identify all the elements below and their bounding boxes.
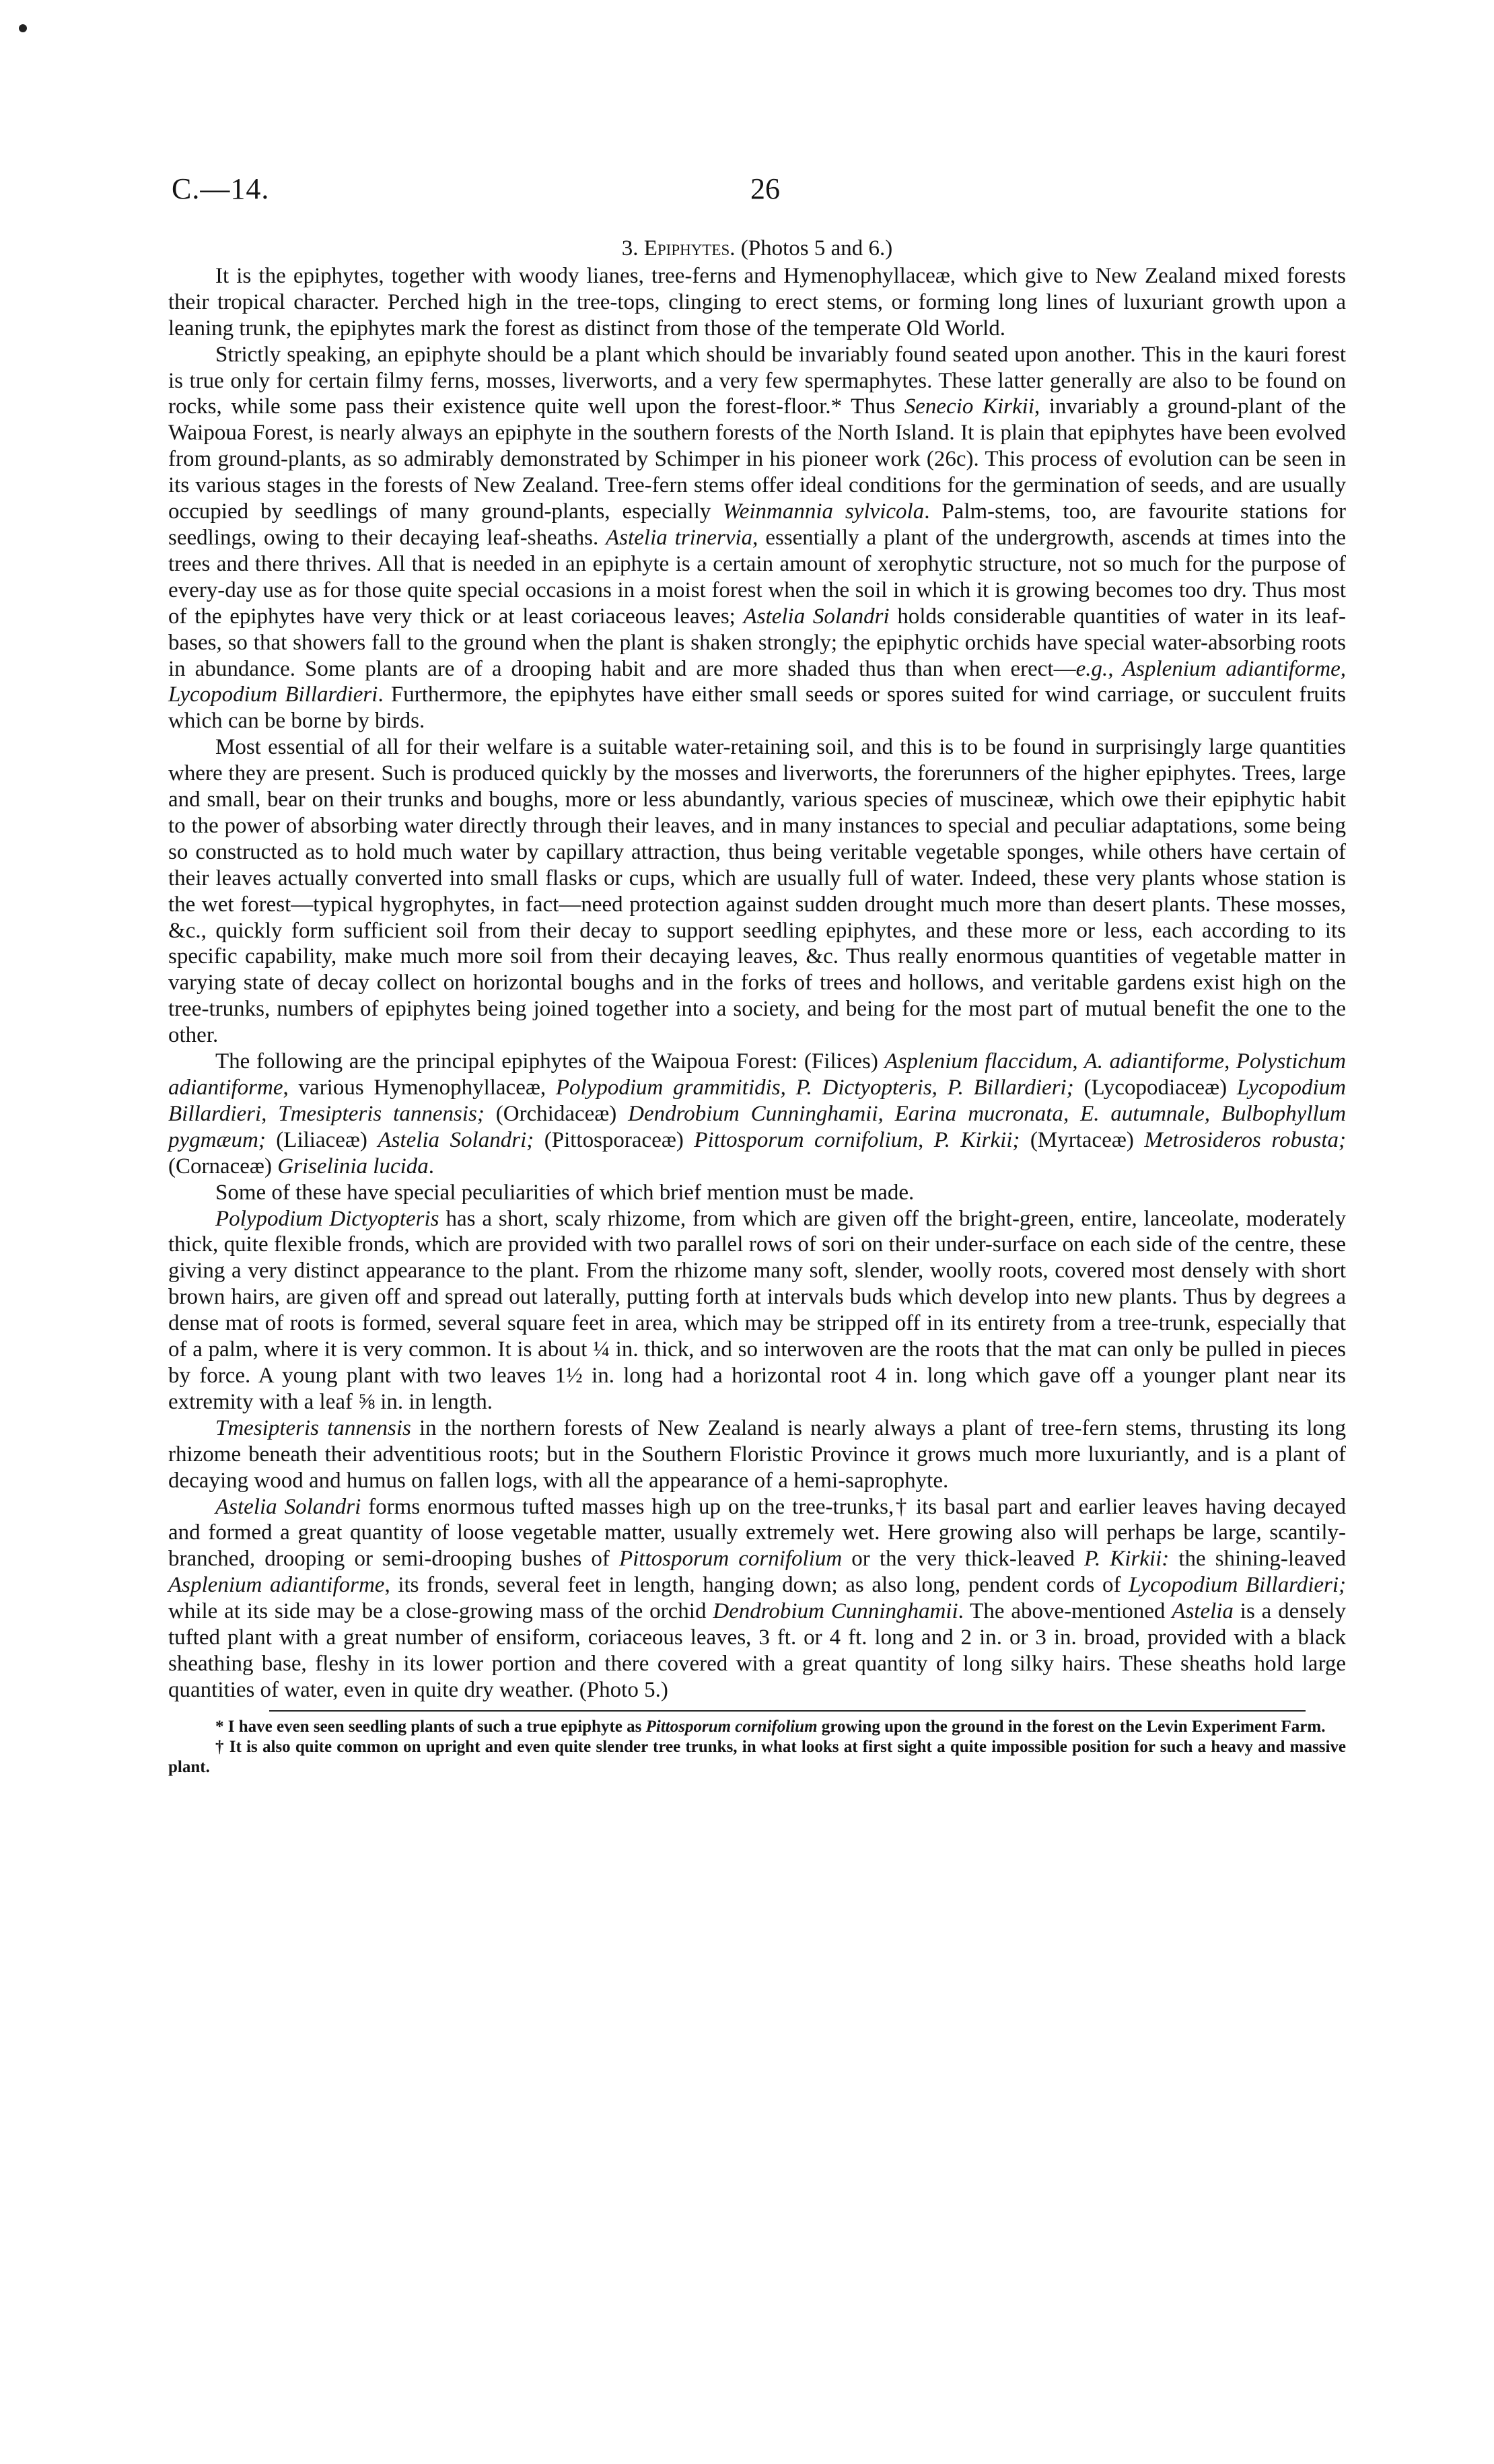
italic-text: Dendrobium Cunninghamii, Earina mucronata, E. autumnale, Bulbophyllum pygmæum; [168, 1101, 1346, 1152]
section-photos: (Photos 5 and 6.) [740, 236, 893, 260]
footnote: † It is also quite common on upright and even quite slender tree trunks, in what looks at first sight a quite impossible position for such a heavy and massive plant. [168, 1737, 1346, 1776]
italic-text: Metrosideros robusta; [1144, 1127, 1346, 1152]
italic-text: Astelia Solandri [743, 604, 890, 629]
italic-text: Weinmannia sylvicola [723, 499, 925, 524]
paragraph: Tmesipteris tannensis in the northern forests of New Zealand is nearly always a plant of tree-fern stems, thrusting its long rhizome beneath their adventitious roots; but in the Southern Floristic Province it grows much more luxuriantly, and is a plant of decaying wood and humus on fallen logs, with all the appearance of a hemi-saprophyte. [168, 1415, 1346, 1493]
italic-text: Dendrobium Cunninghamii [713, 1599, 958, 1624]
paragraph: The following are the principal epiphytes of the Waipoua Forest: (Filices) Asplenium flaccidum, A. adiantiforme, Polystichum adiantiforme, various Hymenophyllaceæ, Polypodium grammitidis, P. Dictyopteris, P. Billardieri; (Lycopodiaceæ) Lycopodium Billardieri, Tmesipteris tannensis; (Orchidaceæ) Dendrobium Cunninghamii, Earina mucronata, E. autumnale, Bulbophyllum pygmæum; (Liliaceæ) Astelia Solandri; (Pittosporaceæ) Pittosporum cornifolium, P. Kirkii; (Myrtaceæ) Metrosideros robusta; (Cornaceæ) Griselinia lucida. [168, 1049, 1347, 1178]
italic-text: P. Kirkii: [1084, 1547, 1170, 1572]
italic-text: Lycopodium Billardieri, Tmesipteris tannensis; [168, 1076, 1346, 1126]
italic-text: Astelia Solandri; [378, 1127, 534, 1152]
italic-text: Griselinia lucida [277, 1154, 429, 1178]
italic-text: Pittosporum cornifolium [645, 1717, 818, 1736]
italic-text: Lycopodium Billardieri; [1129, 1573, 1347, 1598]
italic-text: Tmesipteris tannensis [215, 1415, 411, 1440]
italic-text: Senecio Kirkii [904, 394, 1035, 419]
italic-text: Astelia Solandri [215, 1494, 361, 1519]
section-title: Epiphytes. [643, 236, 736, 260]
footnote-divider [269, 1710, 1306, 1712]
italic-text: Polypodium Dictyopteris [215, 1206, 439, 1231]
paragraph: Some of these have special peculiarities of which brief mention must be made. [215, 1180, 915, 1205]
footnote: * I have even seen seedling plants of such a true epiphyte as Pittosporum cornifolium growing upon the ground in the forest on the Levin Experiment Farm. [215, 1717, 1326, 1736]
italic-text: Asplenium flaccidum, A. adiantiforme, Polystichum adiantiforme [168, 1049, 1347, 1100]
paragraph: It is the epiphytes, together with woody lianes, tree-ferns and Hymenophyllaceæ, which give to New Zealand mixed forests their tropical character. Perched high in the tree-tops, clinging to erect stems, or forming long lines of luxuriant growth upon a leaning trunk, the epiphytes mark the forest as distinct from those of the temperate Old World. [168, 263, 1346, 341]
italic-text: Astelia [1172, 1599, 1234, 1624]
italic-text: Astelia trinervia [606, 525, 753, 550]
italic-text: Pittosporum cornifolium [618, 1547, 843, 1572]
page-number: 26 [750, 172, 780, 205]
paragraph: Strictly speaking, an epiphyte should be a plant which should be invariably found seated upon another. This in the kauri forest is true only for certain filmy ferns, mosses, liverworts, and a very few spermaphytes. These latter generally are also to be found on rocks, while some pass their existence quite well upon the forest-floor.* Thus Senecio Kirkii, invariably a ground-plant of the Waipoua Forest, is nearly always an epiphyte in the southern forests of the North Island. It is plain that epiphytes have been evolved from ground-plants, as so admirably demonstrated by Schimper in his pioneer work (26c). This process of evolution can be seen in its various stages in the forests of New Zealand. Tree-fern stems offer ideal conditions for the germination of seeds, and are usually occupied by seedlings of many ground-plants, especially Weinmannia sylvicola. Palm-stems, too, are favourite stations for seedlings, owing to their decaying leaf-sheaths. Astelia trinervia, essentially a plant of the undergrowth, ascends at times into the trees and there thrives. All that is needed in an epiphyte is a certain amount of xerophytic structure, not so much for the purpose of every-day use as for those quite special occasions in a moist forest when the soil in which it is growing becomes too dry. Thus most of the epiphytes have very thick or at least coriaceous leaves; Astelia Solandri holds considerable quantities of water in its leaf-bases, so that showers fall to the ground when the plant is shaken strongly; the epiphytic orchids have special water-absorbing roots in abundance. Some plants are of a drooping habit and are more shaded thus than when erect—e.g., Asplenium adiantiforme, Lycopodium Billardieri. Furthermore, the epiphytes have either small seeds or spores suited for wind carriage, or succulent fruits which can be borne by birds. [168, 342, 1347, 734]
italic-text: Asplenium adiantiforme [168, 1573, 385, 1598]
speck-mark [19, 24, 27, 32]
document-id: C.—14. [172, 172, 270, 205]
section-heading [168, 236, 1346, 262]
paragraph: Most essential of all for their welfare is a suitable water-retaining soil, and this is to be found in surprisingly large quantities where they are present. Such is produced quickly by the mosses and liverworts, the forerunners of the higher epiphytes. Trees, large and small, bear on their trunks and boughs, more or less abundantly, various species of muscineæ, which owe their epiphytic habit to the power of absorbing water directly through their leaves, and in many instances to special and peculiar adaptations, some being so constructed as to hold much water by capillary attraction, thus being veritable vegetable sponges, while others have certain of their leaves actually converted into small flasks or cups, which are usually full of water. Indeed, these very plants whose station is the wet forest—typical hygrophytes, in fact—need protection against sudden drought much more than desert plants. These mosses, &c., quickly form sufficient soil from their decay to support seedling epiphytes, and these more or less, each according to its specific capability, make much more soil from their decaying leaves, &c. Thus really enormous quantities of vegetable matter in varying state of decay collect on horizontal boughs and in the forks of trees and hollows, and veritable gardens exist high on the tree-trunks, numbers of epiphytes being joined together into a society, and being for the most part of mutual benefit the one to the other. [168, 735, 1346, 1048]
italic-text: Pittosporum cornifolium, P. Kirkii; [694, 1127, 1020, 1152]
running-head [172, 172, 1346, 212]
section-number: 3. [621, 236, 639, 260]
body-text [168, 236, 1346, 1777]
paragraph: Polypodium Dictyopteris has a short, scaly rhizome, from which are given off the bright-green, entire, lanceolate, moderately thick, quite flexible fronds, which are provided with two parallel rows of sori on their under-surface on each side of the centre, these giving a very distinct appearance to the plant. From the rhizome many soft, slender, woolly roots, covered most densely with short brown hairs, are given off and spread out laterally, putting forth at intervals buds which develop into new plants. Thus by degrees a dense mat of roots is formed, several square feet in area, which may be stripped off in its entirety from a tree-trunk, especially that of a palm, where it is very common. It is about ¼ in. thick, and so interwoven are the roots that the mat can only be pulled in pieces by force. A young plant with two leaves 1½ in. long had a horizontal root 4 in. long which gave off a younger plant near its extremity with a leaf ⅝ in. in length. [168, 1206, 1347, 1414]
italic-text: e.g., Asplenium adiantiforme, Lycopodium Billardieri [168, 656, 1346, 707]
italic-text: Polypodium grammitidis, P. Dictyopteris, P. Billardieri; [555, 1076, 1074, 1100]
paragraph: Astelia Solandri forms enormous tufted masses high up on the tree-trunks,† its basal part and earlier leaves having decayed and formed a great quantity of loose vegetable matter, usually extremely wet. Here growing also will perhaps be large, scantily-branched, drooping or semi-drooping bushes of Pittosporum cornifolium or the very thick-leaved P. Kirkii: the shining-leaved Asplenium adiantiforme, its fronds, several feet in length, hanging down; as also long, pendent cords of Lycopodium Billardieri; while at its side may be a close-growing mass of the orchid Dendrobium Cunninghamii. The above-mentioned Astelia is a densely tufted plant with a great number of ensiform, coriaceous leaves, 3 ft. or 4 ft. long and 2 in. or 3 in. broad, provided with a black sheathing base, fleshy in its lower portion and there covered with a great quantity of long silky hairs. These sheaths hold large quantities of water, even in quite dry weather. (Photo 5.) [168, 1494, 1347, 1702]
